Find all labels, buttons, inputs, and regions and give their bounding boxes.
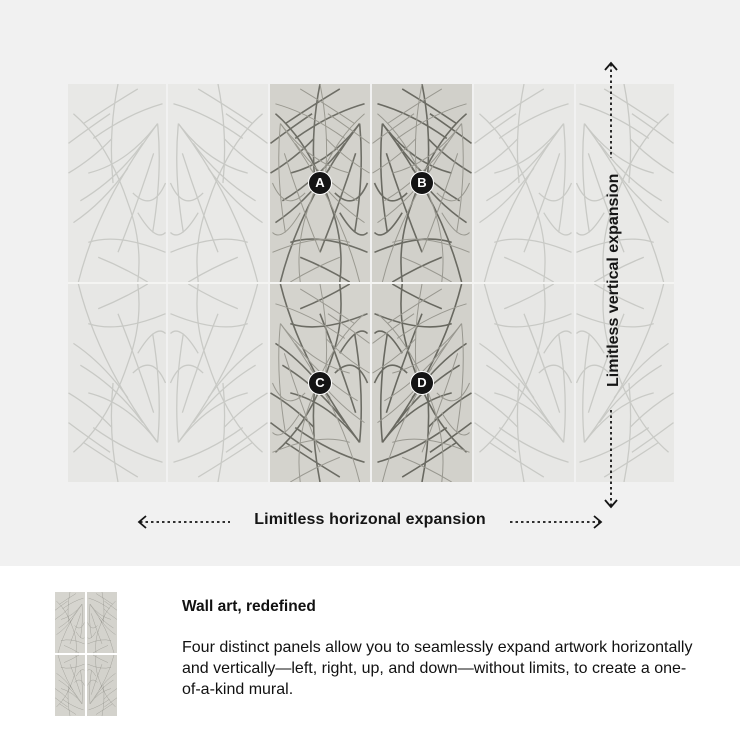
info-title: Wall art, redefined [182,598,316,615]
faded-panel-right-1-top [474,84,574,282]
left-arrow-icon [136,514,232,530]
panel-seam [68,282,674,284]
faded-panel-left-2-top [168,84,268,282]
panel-d-badge: D [410,371,434,395]
info-description: Four distinct panels allow you to seamlessly expand artwork horizontally and vertically—left, right, up, and down—without limits, to create a one-of-a-kind mural. [182,639,693,698]
down-arrow-icon [603,408,619,510]
panel-b-badge: B [410,171,434,195]
vertical-expansion-label: Limitless vertical expansion [605,173,622,387]
panel-c-badge: C [308,371,332,395]
right-arrow-icon [508,514,604,530]
panel-layout-thumbnail [55,592,117,716]
faded-panel-left-1-top [68,84,166,282]
faded-panel-right-1-bottom [474,284,574,482]
faded-panel-right-2-bottom [576,284,674,482]
panel-a-badge: A [308,171,332,195]
horizontal-expansion-label: Limitless horizonal expansion [254,511,486,528]
faded-panel-left-1-bottom [68,284,166,482]
faded-panel-right-2-top [576,84,674,282]
up-arrow-icon [603,60,619,160]
faded-panel-left-2-bottom [168,284,268,482]
